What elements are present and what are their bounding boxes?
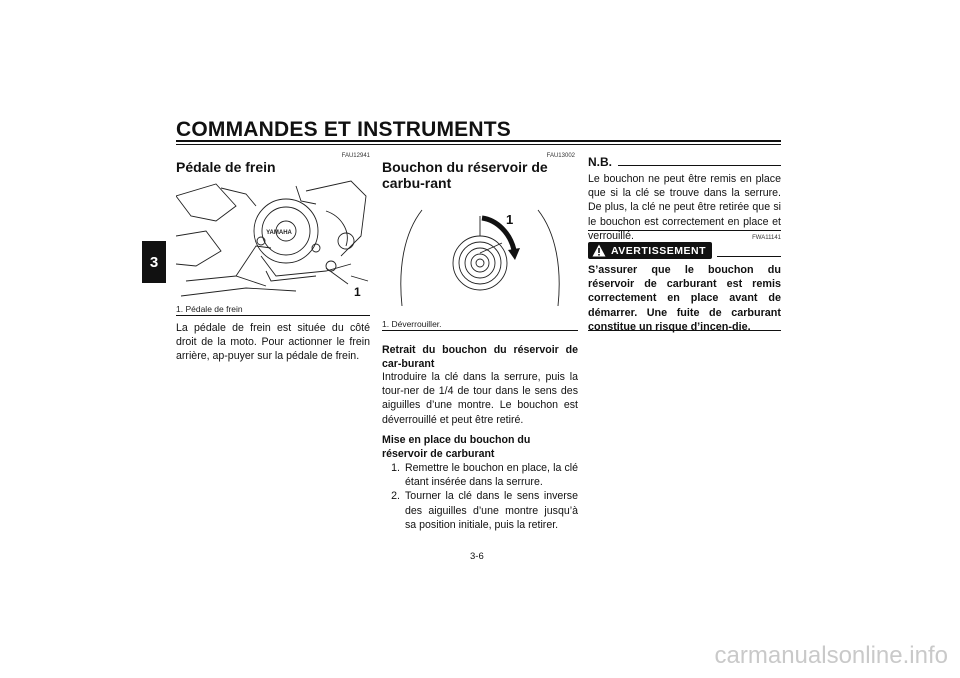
brake-pedal-figure: [176, 176, 370, 301]
warning-code: FWA11141: [752, 235, 781, 241]
page-title: COMMANDES ET INSTRUMENTS: [176, 118, 511, 141]
title-rule-thin: [176, 144, 781, 145]
yamaha-logo-text: YAMAHA: [266, 230, 292, 236]
warning-badge: [588, 242, 712, 259]
nb-text: Le bouchon ne peut être remis en place que si la clé se trouve dans la serrure. De plus, la clé ne peut être retirée que si le bouchon est correctement en place et verrouillé.: [588, 173, 781, 242]
section-code: FAU12941: [341, 153, 370, 159]
page-number: 3-6: [470, 551, 484, 562]
nb-end-rule: [588, 230, 781, 231]
title-rule: [176, 140, 781, 142]
step-number: 1.: [391, 462, 400, 474]
fuel-cap-heading: Bouchon du réservoir de carbu-rant: [382, 159, 548, 191]
warning-text: S’assurer que le bouchon du réservoir de carburant est remis correctement en place avant de démarrer. Une fuite de carburant constitue un risque d’incen-die.: [588, 264, 781, 333]
figure-caption: 1. Pédale de frein: [176, 304, 243, 314]
warning-rule: [717, 256, 781, 257]
list-item: [382, 489, 578, 532]
warning-label: AVERTISSEMENT: [611, 244, 706, 257]
section-code: FAU13002: [546, 153, 575, 159]
install-steps: [382, 461, 578, 532]
chapter-tab: 3: [142, 241, 166, 283]
step-number: 2.: [391, 490, 400, 503]
step-text: Tourner la clé dans le sens inverse des aiguilles d’une montre jusqu’à sa position initiale, puis la retirer.: [405, 490, 578, 531]
figure-callout-1: 1: [506, 212, 514, 227]
nb-header: [588, 155, 781, 169]
caption-rule: [382, 330, 578, 331]
nb-rule: [618, 165, 781, 166]
brake-pedal-text: La pédale de frein est située du côté droit de la moto. Pour actionner le frein arrière, ap-puyer sur la pédale de frein.: [176, 322, 370, 363]
removal-text: Introduire la clé dans la serrure, puis la tour-ner de 1/4 de tour dans le sens des aiguilles d’une montre. Le bouchon est déverrouillé et peut être retiré.: [382, 371, 578, 426]
brake-pedal-heading: Pédale de frein: [176, 159, 276, 175]
list-item: [382, 461, 578, 489]
fuel-cap-figure: [382, 198, 578, 310]
brake-pedal-illustration: [176, 176, 370, 301]
step-text: Remettre le bouchon en place, la clé étant insérée dans la serrure.: [405, 462, 578, 489]
fuel-cap-illustration: [382, 198, 578, 310]
install-title: Mise en place du bouchon du réservoir de carburant: [382, 434, 531, 461]
warning-header: [588, 242, 781, 259]
warning-end-rule: [588, 330, 781, 331]
watermark: carmanualsonline.info: [714, 642, 948, 669]
warning-triangle-icon: [592, 244, 606, 257]
figure-caption: 1. Déverrouiller.: [382, 319, 442, 329]
nb-title: N.B.: [588, 155, 612, 169]
caption-rule: [176, 315, 370, 316]
removal-title: Retrait du bouchon du réservoir de car-burant: [382, 344, 578, 371]
figure-callout-1: 1: [354, 285, 361, 299]
